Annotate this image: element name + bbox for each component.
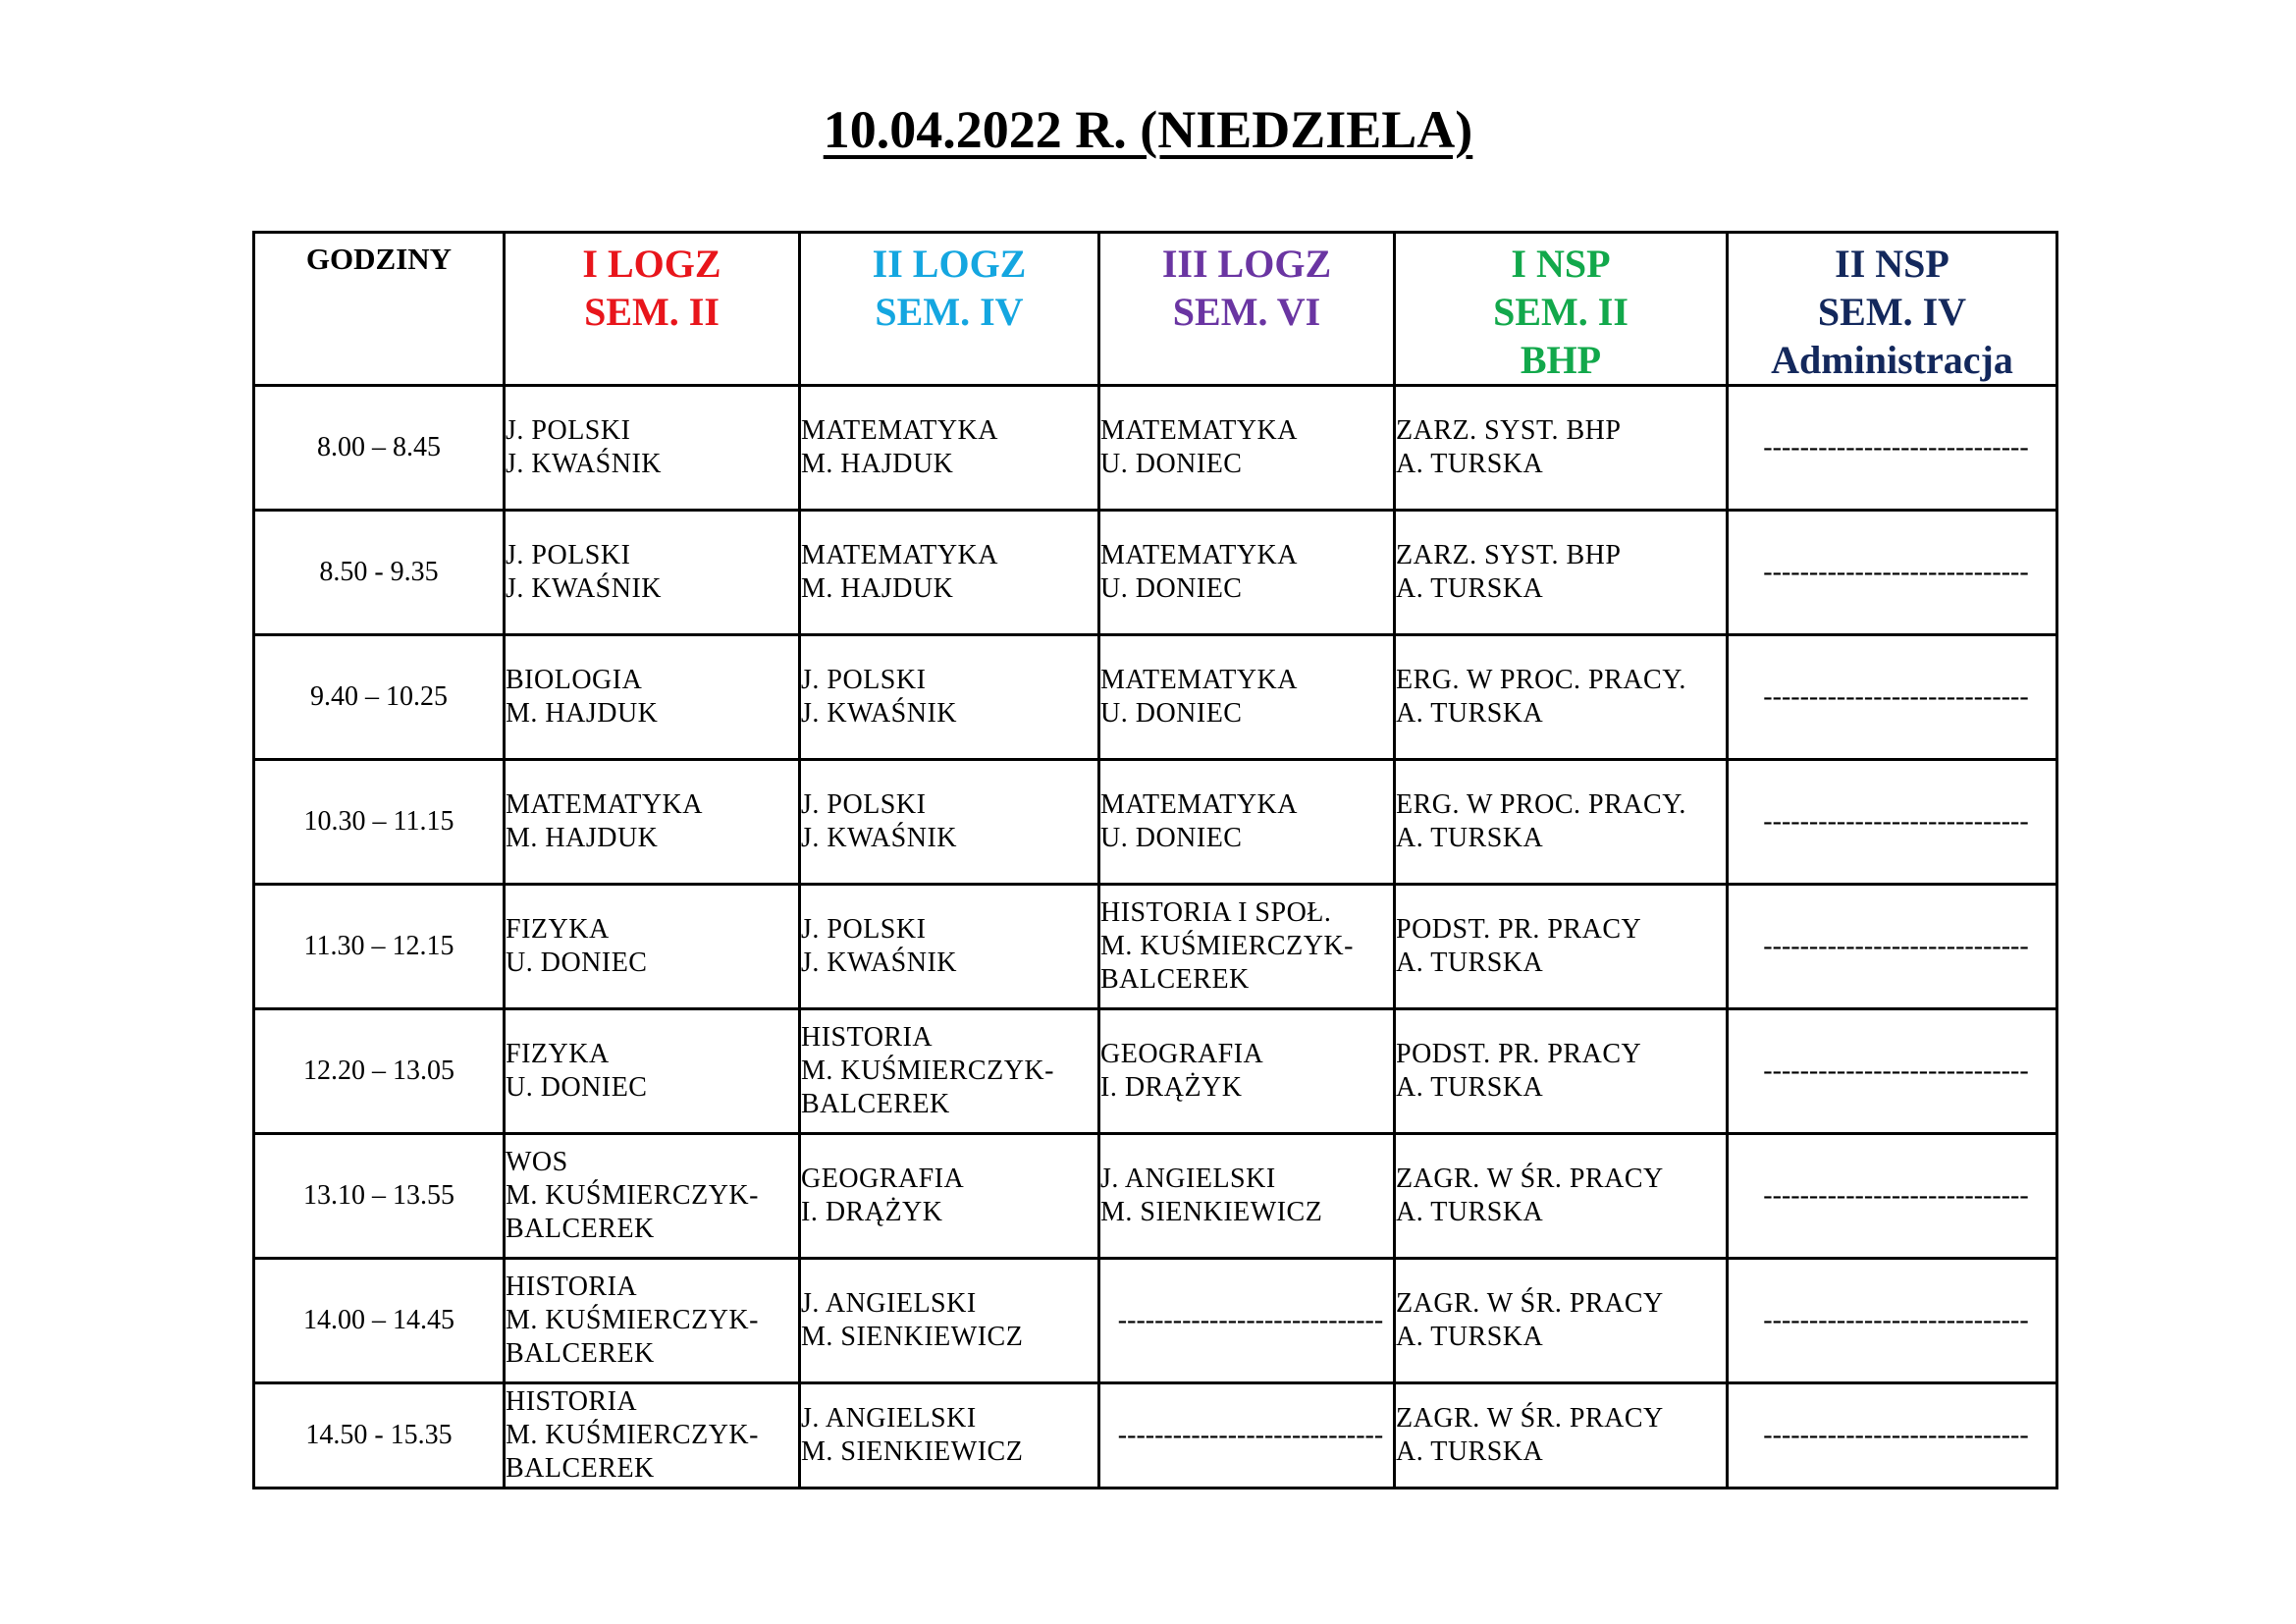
class-cell	[800, 511, 1099, 635]
time-slot: 9.40 – 10.25	[254, 635, 505, 760]
teacher-text: M. KUŚMIERCZYK-	[506, 1305, 759, 1335]
page-title-text: 10.04.2022 R. (NIEDZIELA)	[823, 100, 1473, 159]
teacher-text: J. KWAŚNIK	[506, 573, 662, 604]
class-cell	[505, 1134, 800, 1259]
teacher-text: M. SIENKIEWICZ	[801, 1322, 1024, 1352]
group-column-header	[1395, 233, 1728, 386]
subject-text: MATEMATYKA	[1100, 665, 1298, 695]
class-cell	[1395, 1009, 1728, 1134]
empty-dashes: -----------------------------	[1763, 806, 2029, 837]
group-header-line: II NSP	[1835, 242, 1949, 286]
teacher-text: M. SIENKIEWICZ	[1100, 1197, 1323, 1227]
group-header-line: SEM. II	[584, 290, 720, 334]
subject-text: ZARZ. SYST. BHP	[1396, 415, 1622, 446]
teacher-text: A. TURSKA	[1396, 1072, 1544, 1103]
class-cell	[505, 1383, 800, 1489]
teacher-text: A. TURSKA	[1396, 698, 1544, 729]
class-cell	[800, 1009, 1099, 1134]
schedule-table	[252, 231, 2058, 1489]
teacher-text: M. HAJDUK	[801, 449, 954, 479]
class-cell	[1395, 885, 1728, 1009]
time-slot: 8.50 - 9.35	[254, 511, 505, 635]
empty-class-cell	[1728, 635, 2057, 760]
subject-text: MATEMATYKA	[1100, 415, 1298, 446]
subject-text: ZAGR. W ŚR. PRACY	[1396, 1164, 1664, 1194]
table-row	[254, 1383, 2057, 1489]
teacher-text: BALCEREK	[801, 1089, 950, 1119]
subject-text: ERG. W PROC. PRACY.	[1396, 789, 1686, 820]
subject-text: J. POLSKI	[801, 789, 927, 820]
teacher-text: U. DONIEC	[1100, 823, 1243, 853]
group-header-line: I LOGZ	[582, 242, 721, 286]
group-header-line: Administracja	[1771, 338, 2013, 382]
class-cell	[800, 885, 1099, 1009]
subject-text: GEOGRAFIA	[801, 1164, 965, 1194]
group-header-line: SEM. IV	[875, 290, 1024, 334]
teacher-text: M. KUŚMIERCZYK-	[506, 1420, 759, 1450]
class-cell	[800, 1259, 1099, 1383]
table-row	[254, 386, 2057, 511]
time-slot: 12.20 – 13.05	[254, 1009, 505, 1134]
subject-text: HISTORIA	[506, 1272, 638, 1302]
subject-text: ZAGR. W ŚR. PRACY	[1396, 1403, 1664, 1434]
teacher-text: M. KUŚMIERCZYK-	[506, 1180, 759, 1211]
subject-text: J. ANGIELSKI	[801, 1403, 977, 1434]
subject-text: MATEMATYKA	[801, 540, 998, 570]
class-cell	[1099, 1134, 1395, 1259]
table-row	[254, 1259, 2057, 1383]
empty-class-cell	[1728, 1259, 2057, 1383]
teacher-text: BALCEREK	[1100, 964, 1250, 995]
table-row	[254, 1009, 2057, 1134]
subject-text: MATEMATYKA	[1100, 540, 1298, 570]
time-slot: 8.00 – 8.45	[254, 386, 505, 511]
teacher-text: I. DRĄŻYK	[1100, 1072, 1243, 1103]
teacher-text: U. DONIEC	[1100, 573, 1243, 604]
teacher-text: BALCEREK	[506, 1214, 655, 1244]
group-header-line: SEM. VI	[1172, 290, 1321, 334]
class-cell	[1395, 760, 1728, 885]
table-row	[254, 635, 2057, 760]
subject-text: J. ANGIELSKI	[1100, 1164, 1276, 1194]
teacher-text: J. KWAŚNIK	[801, 947, 957, 978]
teacher-text: M. KUŚMIERCZYK-	[1100, 931, 1354, 961]
class-cell	[505, 511, 800, 635]
teacher-text: U. DONIEC	[506, 1072, 648, 1103]
empty-class-cell	[1728, 1134, 2057, 1259]
table-row	[254, 511, 2057, 635]
time-slot: 13.10 – 13.55	[254, 1134, 505, 1259]
empty-dashes: -----------------------------	[1763, 931, 2029, 961]
subject-text: FIZYKA	[506, 1039, 610, 1069]
teacher-text: A. TURSKA	[1396, 449, 1544, 479]
class-cell	[505, 885, 800, 1009]
class-cell	[505, 635, 800, 760]
class-cell	[1395, 386, 1728, 511]
table-row	[254, 1134, 2057, 1259]
group-header-line: III LOGZ	[1161, 242, 1332, 286]
table-row	[254, 885, 2057, 1009]
subject-text: WOS	[506, 1147, 568, 1177]
subject-text: J. ANGIELSKI	[801, 1288, 977, 1319]
subject-text: ERG. W PROC. PRACY.	[1396, 665, 1686, 695]
empty-class-cell	[1728, 1009, 2057, 1134]
empty-class-cell	[1728, 760, 2057, 885]
teacher-text: U. DONIEC	[506, 947, 648, 978]
subject-text: PODST. PR. PRACY	[1396, 914, 1642, 945]
class-cell	[1395, 635, 1728, 760]
subject-text: MATEMATYKA	[801, 415, 998, 446]
time-slot: 14.00 – 14.45	[254, 1259, 505, 1383]
hours-column-header: GODZINY	[254, 233, 505, 386]
time-slot: 14.50 - 15.35	[254, 1383, 505, 1489]
subject-text: HISTORIA I SPOŁ.	[1100, 897, 1332, 928]
group-header-line: BHP	[1520, 338, 1602, 382]
subject-text: FIZYKA	[506, 914, 610, 945]
teacher-text: M. SIENKIEWICZ	[801, 1436, 1024, 1467]
teacher-text: BALCEREK	[506, 1338, 655, 1369]
teacher-text: M. KUŚMIERCZYK-	[801, 1056, 1054, 1086]
table-row	[254, 760, 2057, 885]
teacher-text: A. TURSKA	[1396, 947, 1544, 978]
class-cell	[1395, 511, 1728, 635]
group-header-line: I NSP	[1511, 242, 1611, 286]
teacher-text: BALCEREK	[506, 1453, 655, 1484]
schedule-body	[254, 386, 2057, 1489]
time-slot: 11.30 – 12.15	[254, 885, 505, 1009]
subject-text: J. POLSKI	[801, 914, 927, 945]
group-column-header	[505, 233, 800, 386]
empty-class-cell	[1728, 386, 2057, 511]
empty-dashes: -----------------------------	[1763, 1420, 2029, 1450]
class-cell	[1099, 1009, 1395, 1134]
class-cell	[800, 386, 1099, 511]
subject-text: HISTORIA	[506, 1386, 638, 1417]
class-cell	[1099, 635, 1395, 760]
teacher-text: J. KWAŚNIK	[801, 823, 957, 853]
class-cell	[505, 1009, 800, 1134]
empty-class-cell	[1099, 1383, 1395, 1489]
subject-text: J. POLSKI	[801, 665, 927, 695]
teacher-text: U. DONIEC	[1100, 698, 1243, 729]
subject-text: MATEMATYKA	[506, 789, 703, 820]
class-cell	[1099, 760, 1395, 885]
teacher-text: A. TURSKA	[1396, 1322, 1544, 1352]
teacher-text: M. HAJDUK	[506, 823, 659, 853]
empty-class-cell	[1728, 1383, 2057, 1489]
teacher-text: M. HAJDUK	[506, 698, 659, 729]
teacher-text: J. KWAŚNIK	[801, 698, 957, 729]
teacher-text: J. KWAŚNIK	[506, 449, 662, 479]
class-cell	[1395, 1383, 1728, 1489]
empty-dashes: -----------------------------	[1763, 681, 2029, 712]
class-cell	[800, 760, 1099, 885]
subject-text: PODST. PR. PRACY	[1396, 1039, 1642, 1069]
class-cell	[800, 1134, 1099, 1259]
header-row	[254, 233, 2057, 386]
subject-text: J. POLSKI	[506, 415, 631, 446]
class-cell	[1099, 511, 1395, 635]
group-column-header	[800, 233, 1099, 386]
empty-dashes: -----------------------------	[1117, 1420, 1384, 1450]
empty-dashes: -----------------------------	[1763, 1056, 2029, 1086]
class-cell	[1395, 1259, 1728, 1383]
empty-class-cell	[1728, 885, 2057, 1009]
subject-text: J. POLSKI	[506, 540, 631, 570]
empty-dashes: -----------------------------	[1763, 1180, 2029, 1211]
teacher-text: U. DONIEC	[1100, 449, 1243, 479]
subject-text: ZAGR. W ŚR. PRACY	[1396, 1288, 1664, 1319]
group-column-header	[1728, 233, 2057, 386]
page-title	[0, 98, 2296, 161]
teacher-text: I. DRĄŻYK	[801, 1197, 943, 1227]
class-cell	[505, 760, 800, 885]
subject-text: MATEMATYKA	[1100, 789, 1298, 820]
teacher-text: A. TURSKA	[1396, 823, 1544, 853]
group-header-line: SEM. II	[1493, 290, 1629, 334]
class-cell	[800, 1383, 1099, 1489]
subject-text: ZARZ. SYST. BHP	[1396, 540, 1622, 570]
group-header-line: SEM. IV	[1817, 290, 1967, 334]
teacher-text: A. TURSKA	[1396, 1197, 1544, 1227]
class-cell	[505, 386, 800, 511]
teacher-text: A. TURSKA	[1396, 1436, 1544, 1467]
subject-text: HISTORIA	[801, 1022, 934, 1053]
empty-class-cell	[1099, 1259, 1395, 1383]
empty-dashes: -----------------------------	[1117, 1305, 1384, 1335]
class-cell	[505, 1259, 800, 1383]
class-cell	[1099, 885, 1395, 1009]
class-cell	[800, 635, 1099, 760]
subject-text: BIOLOGIA	[506, 665, 643, 695]
class-cell	[1395, 1134, 1728, 1259]
empty-dashes: -----------------------------	[1763, 1305, 2029, 1335]
empty-dashes: -----------------------------	[1763, 557, 2029, 587]
teacher-text: A. TURSKA	[1396, 573, 1544, 604]
subject-text: GEOGRAFIA	[1100, 1039, 1264, 1069]
empty-class-cell	[1728, 511, 2057, 635]
group-column-header	[1099, 233, 1395, 386]
empty-dashes: -----------------------------	[1763, 432, 2029, 462]
class-cell	[1099, 386, 1395, 511]
time-slot: 10.30 – 11.15	[254, 760, 505, 885]
group-header-line: II LOGZ	[872, 242, 1027, 286]
teacher-text: M. HAJDUK	[801, 573, 954, 604]
